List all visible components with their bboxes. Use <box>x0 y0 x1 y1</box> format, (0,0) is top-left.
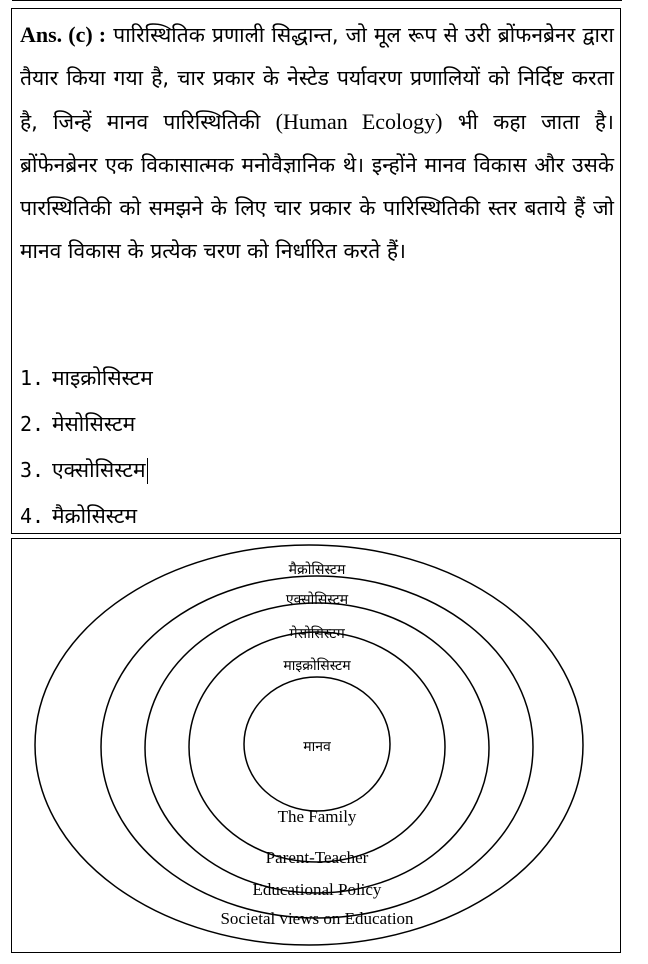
list-item-number: 4. <box>20 504 45 528</box>
label-educational-policy: Educational Policy <box>252 880 382 899</box>
cropped-previous-content-edge <box>12 0 622 5</box>
label-the-family: The Family <box>277 807 357 826</box>
list-item-label: माइक्रोसिस्टम <box>52 366 153 390</box>
label-societal-views: Societal views on Education <box>220 909 414 928</box>
label-human: मानव <box>303 739 331 755</box>
list-item-label: मेसोसिस्टम <box>52 412 136 436</box>
list-item <box>20 355 614 401</box>
list-item <box>20 447 614 493</box>
list-item <box>20 493 614 539</box>
list-item-number: 3. <box>20 458 45 482</box>
answer-text-english: (Human Ecology) <box>275 109 443 134</box>
list-item-label: मैक्रोसिस्टम <box>52 504 138 528</box>
answer-text-part1: पारिस्थितिक प्रणाली सिद्धान्त, जो मूल रूप से उरी ब्रोंफनब्रेनर द्वारा तैयार किया गया है, चार प्रकार के नेस्टेड पर्यावरण प्रणालियों को निर्दिष्ट करता है, जिन्हें मानव पारिस्थितिकी <box>20 23 614 134</box>
list-item-number: 1. <box>20 366 45 390</box>
ecology-diagram-box <box>11 538 621 953</box>
label-parent-teacher: Parent-Teacher <box>265 848 369 867</box>
text-cursor <box>147 458 148 484</box>
label-microsystem: माइक्रोसिस्टम <box>283 658 351 674</box>
answer-paragraph <box>20 13 614 273</box>
ecology-diagram <box>12 539 622 954</box>
list-item <box>20 401 614 447</box>
label-macrosystem: मैक्रोसिस्टम <box>288 562 346 578</box>
list-item-number: 2. <box>20 412 45 436</box>
answer-text-part2: भी कहा जाता है। ब्रोंफेनब्रेनर एक विकासात्मक मनोवैज्ञानिक थे। इन्होंने मानव विकास और उसके पारस्थितिकी को समझने के लिए चार प्रकार के पारिस्थितिकी स्तर बताये हैं जो मानव विकास के प्रत्येक चरण को निर्धारित करते हैं। <box>20 110 614 263</box>
answer-label: Ans. (c) : <box>20 22 107 47</box>
systems-list <box>20 355 614 539</box>
label-mesosystem: मेसोसिस्टम <box>289 626 345 642</box>
answer-box <box>11 8 621 534</box>
label-exosystem: एक्सोसिस्टम <box>285 592 349 608</box>
list-item-label: एक्सोसिस्टम <box>52 458 146 482</box>
